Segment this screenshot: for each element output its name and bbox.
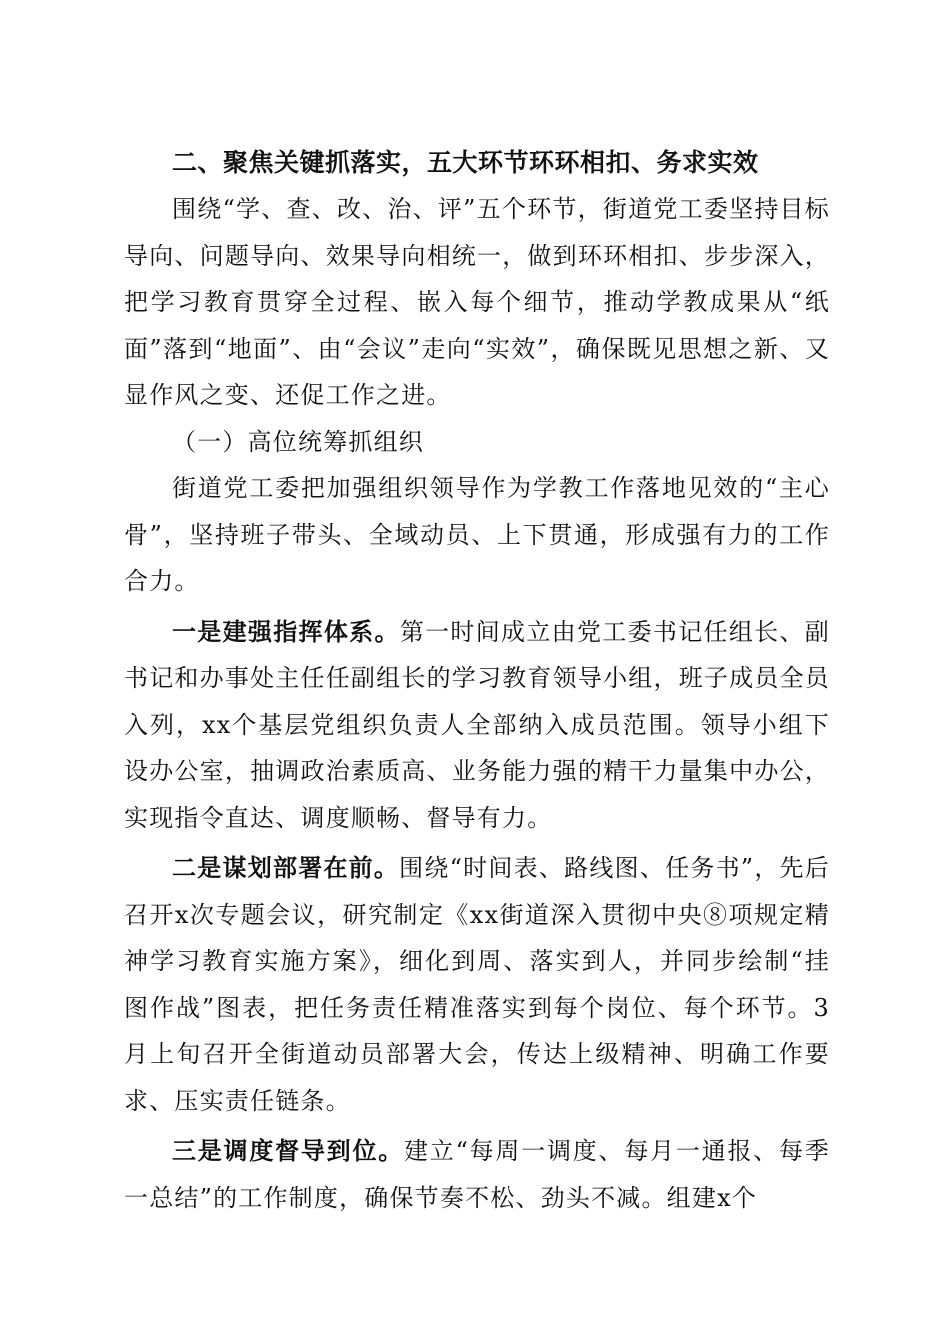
intro-paragraph: 围绕“学、查、改、治、评”五个环节，街道党工委坚持目标导向、问题导向、效果导向相统一，做到环环相扣、步步深入，把学习教育贯穿全过程、嵌入每个细节，推动学教成果从“纸面”落到“地面”、由“会议”走向“实效”，确保既见思想之新、又显作风之变、还促工作之进。 [124,195,830,409]
section-heading: 二、聚焦关键抓落实，五大环节环环相扣、务求实效 [172,148,759,177]
subsection-intro-paragraph: 街道党工委把加强组织领导作为学教工作落地见效的“主心骨”，坚持班子带头、全域动员、上下贯通，形成强有力的工作合力。 [124,474,830,595]
item-body-2: 围绕“时间表、路线图、任务书”，先后召开x次专题会议，研究制定《xx街道深入贯彻中央⑧项规定精神学习教育实施方案》，细化到周、落实到人，并同步绘制“挂图作战”图表，把任务责任精准落实到每个岗位、每个环节。3月上旬召开全街道动员部署大会，传达上级精神、明确工作要求、压实责任链条。 [124,854,830,1115]
item-paragraph-1 [124,609,830,842]
item-lead-1: 一是建强指挥体系。 [172,616,400,646]
item-body-3: 建立“每周一调度、每月一通报、每季一总结”的工作制度，确保节奏不松、劲头不减。组建x个 [124,1137,830,1212]
subsection-heading: （一）高位统筹抓组织 [172,427,424,456]
item-lead-2: 二是谋划部署在前。 [172,853,400,882]
item-paragraph-3 [124,1128,830,1221]
item-paragraph-2 [124,845,830,1124]
item-body-1: 第一时间成立由党工委书记任组长、副书记和办事处主任任副组长的学习教育领导小组，班子成员全员入列，xx个基层党组织负责人全部纳入成员范围。领导小组下设办公室，抽调政治素质高、业务能力强的精干力量集中办公，实现指令直达、调度顺畅、督导有力。 [124,617,830,832]
item-lead-3: 三是调度督导到位。 [172,1136,405,1165]
document-body [124,140,830,1221]
